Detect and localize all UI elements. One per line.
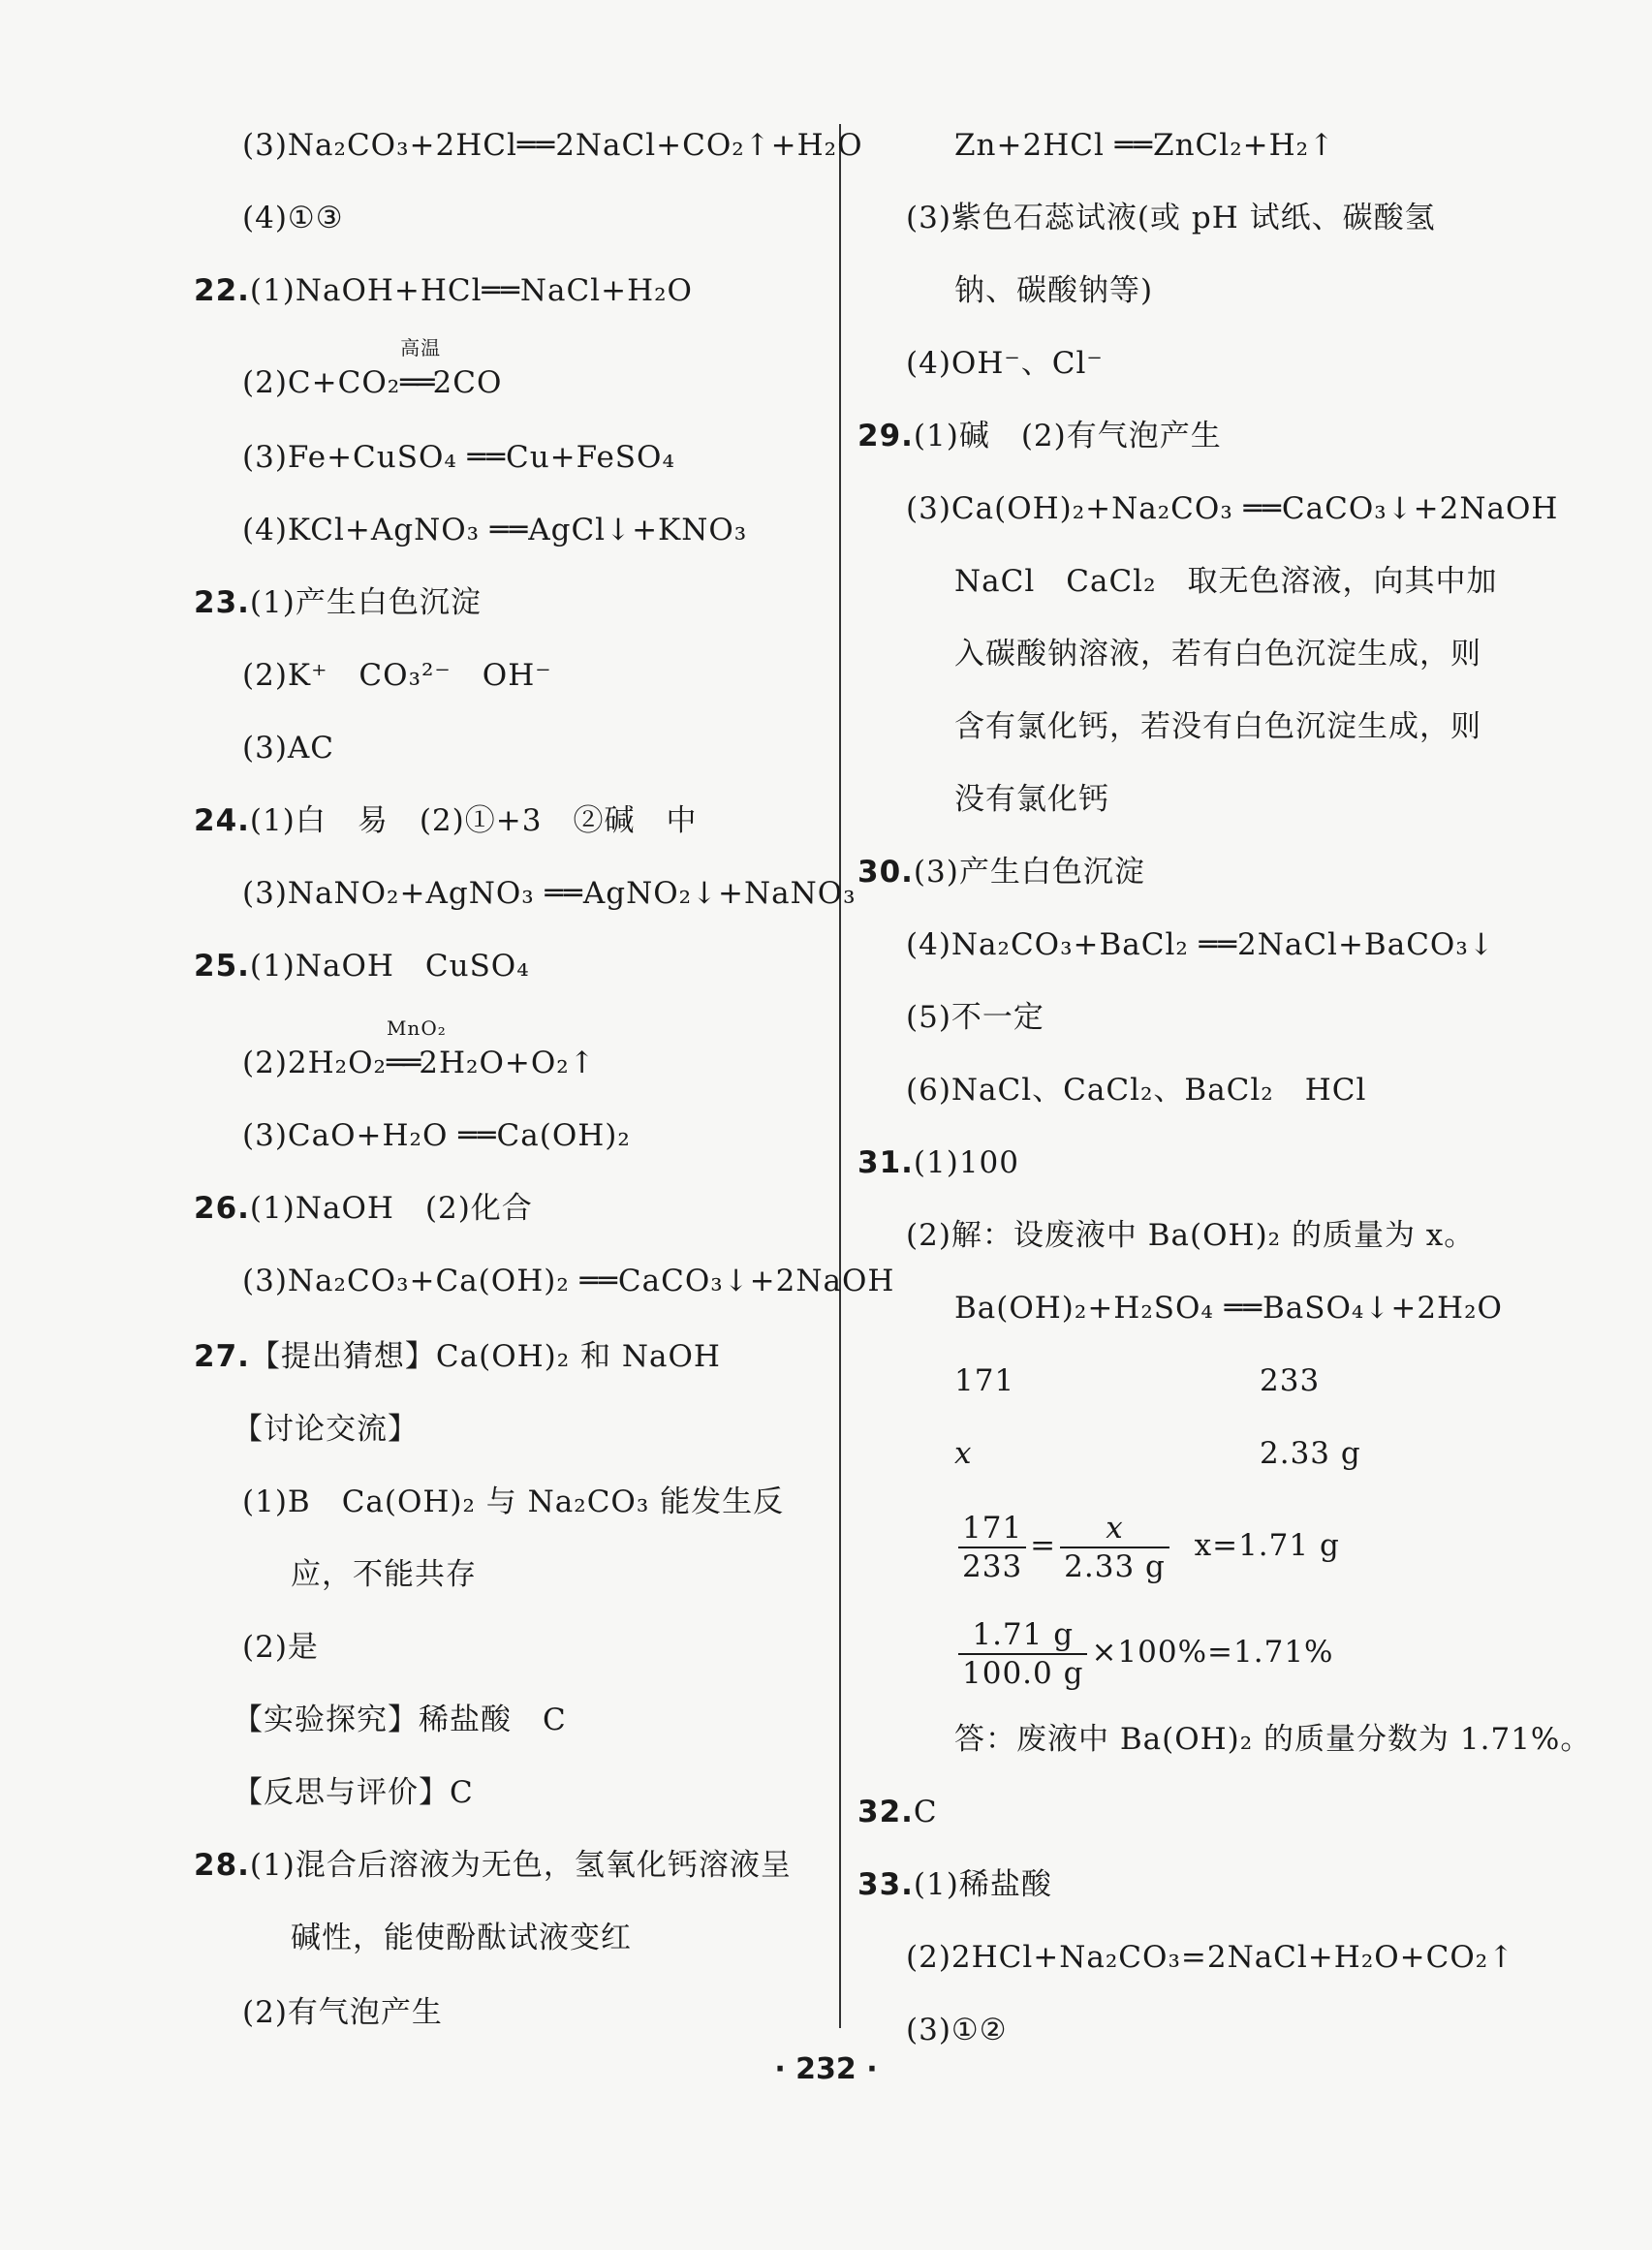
page-number: · 232 · [774,2052,878,2086]
answer-line: (2)解：设废液中 Ba(OH)₂ 的质量为 x。 [906,1218,1476,1253]
answer-line: Zn+2HCl ══ZnCl₂+H₂↑ [954,128,1336,163]
question-number: 25. [194,949,250,984]
question-33 [857,1865,1052,1904]
answer-line: 入碳酸钠溶液，若有白色沉淀生成，则 [954,637,1481,672]
answer-line: (4)Na₂CO₃+BaCl₂ ══2NaCl+BaCO₃↓ [906,927,1495,962]
answer-text: (1)NaOH+HCl══NaCl+H₂O [249,273,693,308]
answer-line [242,336,503,402]
answer-line: (3)Na₂CO₃+Ca(OH)₂ ══CaCO₃↓+2NaOH [242,1264,895,1298]
answer-line: 【实验探究】稀盐酸 C [233,1703,567,1737]
question-24 [194,801,697,840]
answer-line: 含有氯化钙，若没有白色沉淀生成，则 [954,709,1481,744]
answer-line: (3)AC [242,731,335,766]
column-divider [839,124,841,2028]
denominator: 100.0 g [962,1655,1084,1691]
reaction-condition: 高温 [400,336,442,359]
equals-sign: = [1030,1528,1057,1563]
answer-line: (3)紫色石蕊试液(或 pH 试纸、碳酸氢 [906,201,1436,235]
answer-line: (4)OH⁻、Cl⁻ [906,346,1104,381]
question-32 [857,1793,938,1831]
fraction [958,1616,1087,1692]
answer-line: (2)有气泡产生 [242,1995,443,2030]
answer-line: (4)①③ [242,201,344,235]
answer-text: (1)100 [913,1145,1020,1180]
answer-line: (5)不一定 [906,1000,1044,1035]
result: x=1.71 g [1194,1528,1340,1563]
answer-line: 233 [1260,1363,1321,1398]
answer-line: (3)Ca(OH)₂+Na₂CO₃ ══CaCO₃↓+2NaOH [906,491,1559,526]
answer-line: (3)NaNO₂+AgNO₃ ══AgNO₂↓+NaNO₃ [242,876,857,911]
answer-text: (1)碱 (2)有气泡产生 [913,419,1222,453]
answer-text: (3)产生白色沉淀 [913,855,1145,890]
answer-line: (3)CaO+H₂O ══Ca(OH)₂ [242,1118,631,1153]
answer-line: (1)B Ca(OH)₂ 与 Na₂CO₃ 能发生反 [242,1484,785,1519]
equals-sign: ══ [386,1046,420,1080]
denominator: 233 [962,1548,1023,1584]
question-28 [194,1846,792,1885]
answer-line: (2)是 [242,1630,319,1665]
answer-line: 碱性，能使酚酞试液变红 [291,1921,632,1955]
question-25 [194,947,530,985]
question-29 [857,417,1222,455]
proportion-equation [954,1507,1340,1585]
reactants: (2)2H₂O₂ [242,1046,387,1080]
answer-line: (2)2HCl+Na₂CO₃=2NaCl+H₂O+CO₂↑ [906,1940,1515,1975]
answer-line: 应，不能共存 [291,1557,477,1592]
question-23 [194,583,482,622]
answer-line [242,1016,596,1082]
question-31 [857,1143,1019,1182]
equals-sign: ══ [400,365,433,400]
answer-line: 171 [954,1363,1015,1398]
answer-text: 【提出猜想】Ca(OH)₂ 和 NaOH [249,1339,721,1374]
question-number: 23. [194,585,250,620]
question-number: 24. [194,803,250,838]
question-number: 29. [857,419,914,453]
answer-line: (2)K⁺ CO₃²⁻ OH⁻ [242,658,552,693]
answer-line: (3)Fe+CuSO₄ ══Cu+FeSO₄ [242,440,675,475]
products: 2CO [432,365,503,400]
question-number: 27. [194,1339,250,1374]
answer-text: C [913,1795,938,1829]
denominator: 2.33 g [1064,1548,1166,1584]
answer-line: NaCl CaCl₂ 取无色溶液，向其中加 [954,564,1498,599]
question-number: 33. [857,1867,914,1902]
reaction-arrow [386,1016,447,1082]
answer-line: (3)Na₂CO₃+2HCl══2NaCl+CO₂↑+H₂O [242,128,863,163]
answer-text: (1)混合后溶液为无色，氢氧化钙溶液呈 [249,1848,792,1883]
answer-line: 2.33 g [1260,1436,1361,1471]
answer-line: x [954,1436,973,1471]
answer-text: (1)NaOH (2)化合 [249,1191,533,1226]
fraction [958,1510,1026,1585]
question-number: 26. [194,1191,250,1226]
reaction-condition: MnO₂ [386,1016,447,1040]
numerator: 1.71 g [958,1616,1087,1655]
answer-text: (1)稀盐酸 [913,1867,1052,1902]
answer-line: 【反思与评价】C [233,1775,474,1810]
numerator: x [1060,1510,1169,1548]
question-27 [194,1337,721,1376]
answer-text: (1)NaOH CuSO₄ [249,949,530,984]
answer-line: (3)①② [906,2013,1008,2047]
question-number: 32. [857,1795,914,1829]
reactants: (2)C+CO₂ [242,365,401,400]
question-number: 22. [194,273,250,308]
reaction-arrow [400,336,442,402]
question-number: 30. [857,855,914,890]
answer-line: 钠、碳酸钠等) [954,273,1154,308]
result: ×100%=1.71% [1091,1635,1334,1670]
answer-line: Ba(OH)₂+H₂SO₄ ══BaSO₄↓+2H₂O [954,1291,1503,1326]
question-30 [857,853,1145,891]
question-22 [194,271,693,310]
answer-line: (6)NaCl、CaCl₂、BaCl₂ HCl [906,1073,1367,1108]
products: 2H₂O+O₂↑ [419,1046,596,1080]
answer-line: 【讨论交流】 [233,1412,419,1447]
question-number: 31. [857,1145,914,1180]
answer-line: (4)KCl+AgNO₃ ══AgCl↓+KNO₃ [242,513,748,547]
percentage-equation [954,1613,1334,1692]
answer-text: (1)白 易 (2)①+3 ②碱 中 [249,803,698,838]
answer-line: 没有氯化钙 [954,782,1109,817]
numerator: 171 [958,1510,1026,1548]
question-26 [194,1189,533,1228]
question-number: 28. [194,1848,250,1883]
answer-line: 答：废液中 Ba(OH)₂ 的质量分数为 1.71%。 [954,1722,1592,1757]
fraction [1060,1510,1169,1585]
answer-text: (1)产生白色沉淀 [249,585,482,620]
